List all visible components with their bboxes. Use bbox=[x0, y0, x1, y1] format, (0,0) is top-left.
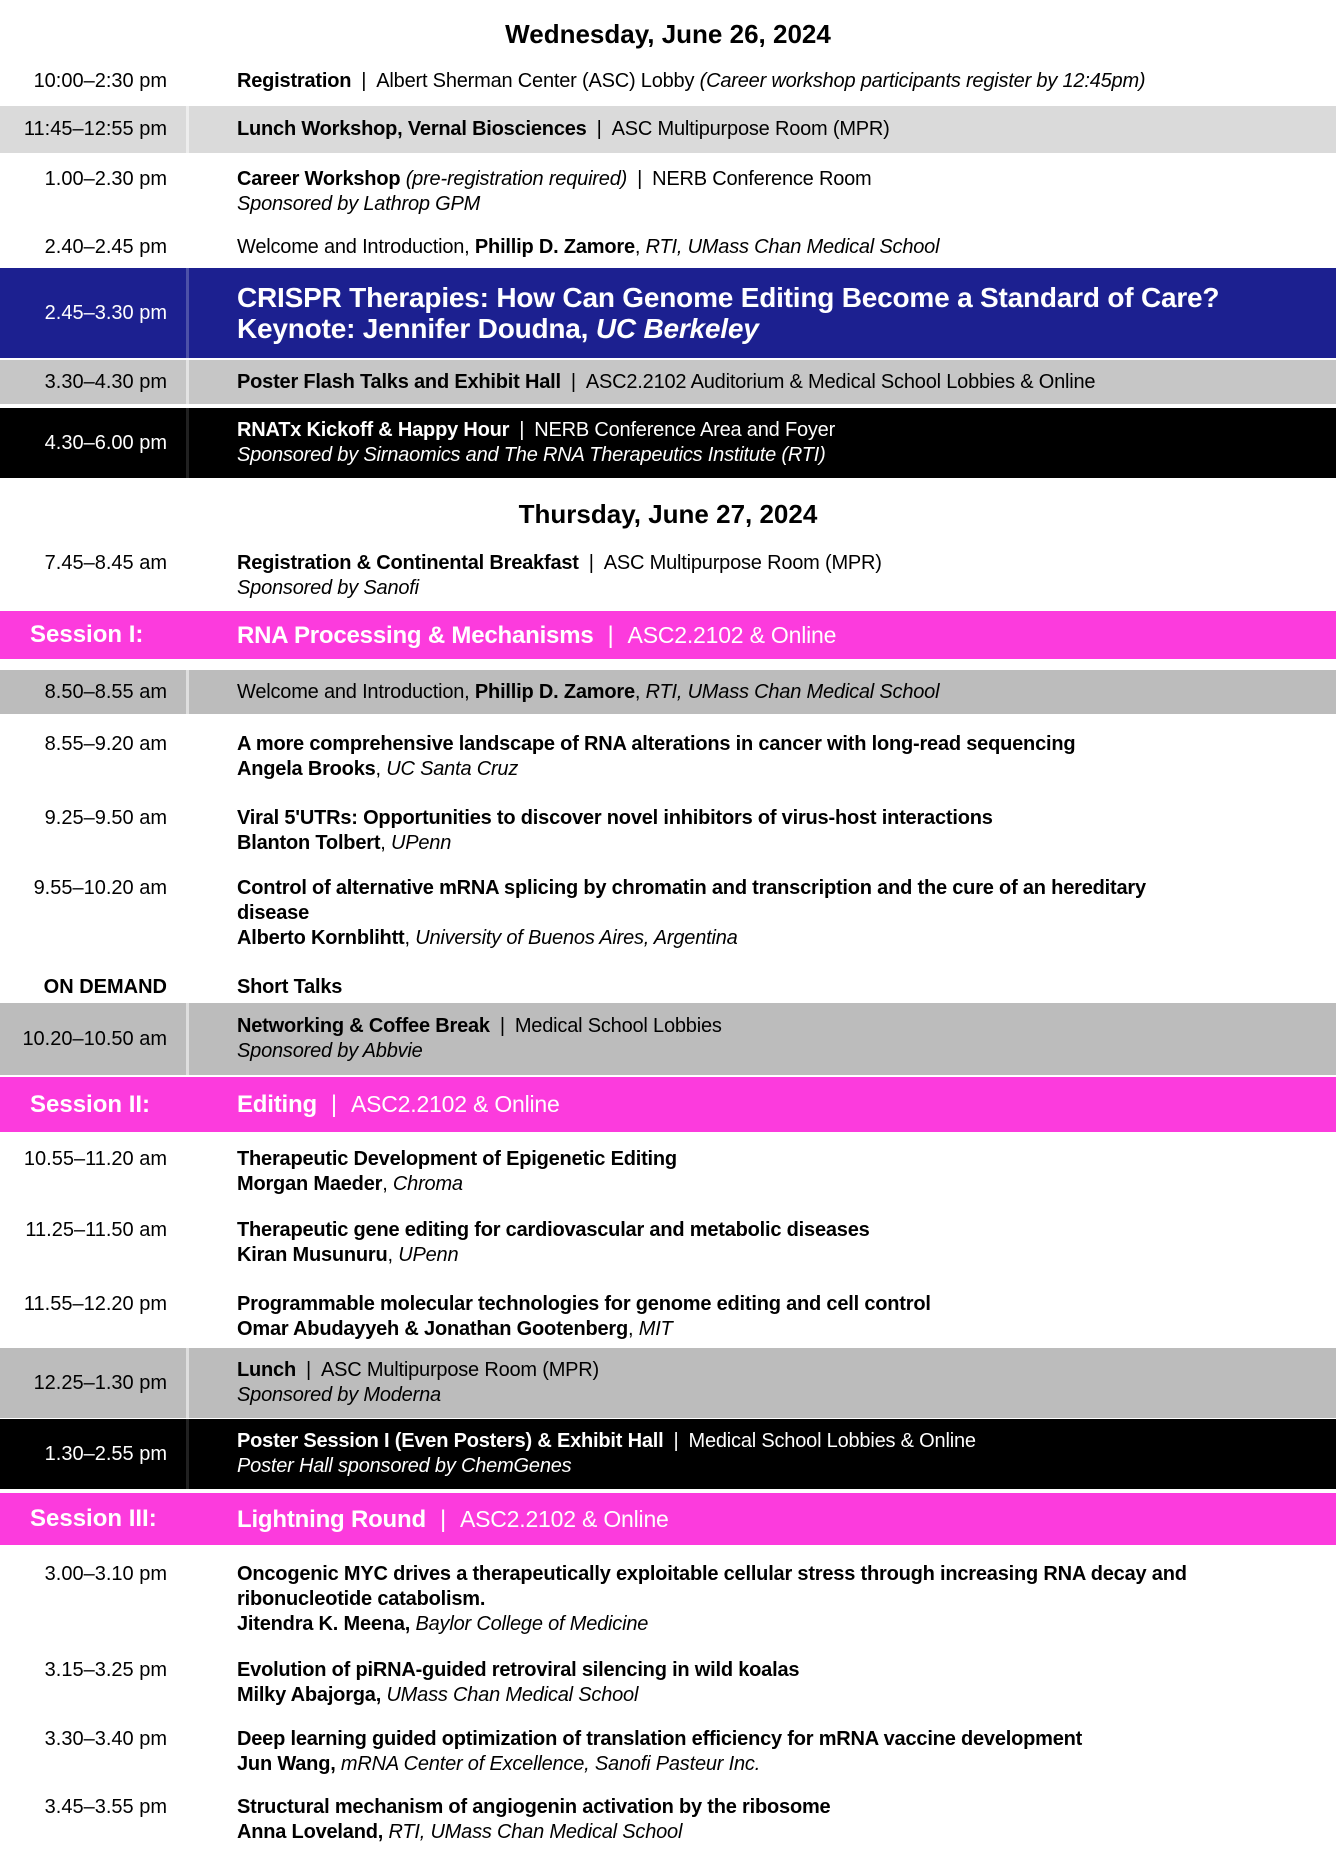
schedule-row bbox=[0, 670, 1336, 714]
event-content bbox=[187, 551, 1336, 601]
event-line bbox=[237, 1039, 1320, 1064]
text-segment: Morgan Maeder bbox=[237, 1173, 383, 1195]
time-cell: 12.25–1.30 pm bbox=[33, 1371, 167, 1394]
text-segment: ASC2.2102 & Online bbox=[350, 1091, 560, 1117]
text-segment: ASC Multipurpose Room (MPR) bbox=[611, 118, 890, 140]
schedule-row bbox=[0, 360, 1336, 404]
text-segment: Registration bbox=[237, 70, 352, 92]
text-segment: Sponsored by Moderna bbox=[237, 1384, 441, 1406]
time-cell: 10:00–2:30 pm bbox=[33, 70, 167, 92]
event-line bbox=[237, 806, 1320, 831]
separator-pipe: | bbox=[588, 552, 594, 574]
session-title bbox=[187, 1505, 1336, 1534]
schedule-row bbox=[0, 1292, 1336, 1342]
text-segment: Alberto Kornblihtt bbox=[237, 927, 405, 949]
session-label: Session II: bbox=[30, 1090, 151, 1118]
text-segment: Poster Hall sponsored by ChemGenes bbox=[237, 1455, 572, 1477]
event-line bbox=[237, 418, 1320, 443]
text-segment: RTI, UMass Chan Medical School bbox=[388, 1821, 683, 1843]
event-line bbox=[237, 1454, 1320, 1479]
event-content bbox=[187, 876, 1336, 951]
text-segment: A more comprehensive landscape of RNA alterations in cancer with long-read sequencing bbox=[237, 733, 1076, 755]
event-line bbox=[237, 1014, 1320, 1039]
event-line bbox=[237, 576, 1320, 601]
event-line bbox=[237, 680, 1320, 705]
text-segment: NERB Conference Room bbox=[652, 168, 872, 190]
text-segment: UPenn bbox=[398, 1244, 459, 1266]
event-content bbox=[187, 1658, 1336, 1708]
schedule-row bbox=[0, 1795, 1336, 1845]
schedule-row bbox=[0, 408, 1336, 478]
column-divider bbox=[186, 360, 189, 404]
text-segment: Blanton Tolbert bbox=[237, 832, 381, 854]
event-content bbox=[187, 1562, 1336, 1637]
session-title bbox=[187, 1090, 1336, 1119]
text-segment: Medical School Lobbies & Online bbox=[688, 1430, 976, 1452]
schedule-row bbox=[0, 806, 1336, 856]
schedule-row bbox=[0, 1562, 1336, 1637]
event-content bbox=[187, 1358, 1336, 1408]
separator-pipe: | bbox=[637, 168, 643, 190]
event-line bbox=[237, 1795, 1320, 1820]
event-line bbox=[237, 1243, 1320, 1268]
event-line bbox=[237, 926, 1320, 951]
event-line bbox=[237, 1683, 1320, 1708]
text-segment: University of Buenos Aires, Argentina bbox=[415, 927, 738, 949]
text-segment: , bbox=[634, 236, 646, 258]
text-segment: mRNA Center of Excellence, Sanofi Pasteur Inc. bbox=[340, 1753, 761, 1775]
text-segment: Career Workshop bbox=[237, 168, 406, 190]
text-segment: ASC Multipurpose Room (MPR) bbox=[603, 552, 882, 574]
text-segment: , bbox=[375, 758, 387, 780]
text-segment: RTI, UMass Chan Medical School bbox=[645, 236, 940, 258]
text-segment: Poster Session I (Even Posters) & Exhibit Hall bbox=[237, 1430, 664, 1452]
event-content bbox=[187, 1727, 1336, 1777]
day-header: Wednesday, June 26, 2024 bbox=[505, 19, 831, 49]
time-cell: 7.45–8.45 am bbox=[44, 552, 167, 574]
text-segment: Viral 5'UTRs: Opportunities to discover novel inhibitors of virus-host interactions bbox=[237, 807, 993, 829]
event-line bbox=[237, 1429, 1320, 1454]
schedule-row bbox=[0, 1218, 1336, 1268]
event-line bbox=[237, 876, 1320, 901]
time-cell: 9.55–10.20 am bbox=[33, 877, 167, 899]
text-segment: UMass Chan Medical School bbox=[386, 1684, 639, 1706]
schedule-row bbox=[0, 268, 1336, 358]
text-segment: Baylor College of Medicine bbox=[415, 1613, 649, 1635]
text-segment: ASC2.2102 Auditorium & Medical School Lobbies & Online bbox=[585, 370, 1096, 393]
text-segment: Structural mechanism of angiogenin activation by the ribosome bbox=[237, 1796, 831, 1818]
schedule-row bbox=[0, 1003, 1336, 1075]
column-divider bbox=[186, 408, 189, 478]
text-segment: RNA Processing & Mechanisms bbox=[237, 621, 594, 649]
event-content bbox=[187, 370, 1336, 395]
schedule-row bbox=[0, 1658, 1336, 1708]
event-line bbox=[237, 901, 1320, 926]
day-header: Thursday, June 27, 2024 bbox=[518, 499, 818, 529]
time-cell: 3.30–4.30 pm bbox=[44, 370, 167, 393]
schedule-row bbox=[0, 167, 1336, 217]
time-cell: 1.30–2.55 pm bbox=[44, 1442, 167, 1465]
text-segment: disease bbox=[237, 902, 309, 924]
time-cell: 11.55–12.20 pm bbox=[23, 1293, 167, 1315]
event-content bbox=[187, 418, 1336, 468]
text-segment: Welcome and Introduction, bbox=[237, 236, 475, 258]
event-content bbox=[187, 1429, 1336, 1479]
separator-pipe: | bbox=[673, 1430, 679, 1452]
text-segment: Poster Flash Talks and Exhibit Hall bbox=[237, 370, 561, 393]
text-segment: UPenn bbox=[391, 832, 452, 854]
text-segment: ASC2.2102 & Online bbox=[627, 621, 837, 648]
separator-pipe: | bbox=[596, 118, 602, 140]
text-segment: MIT bbox=[638, 1318, 673, 1340]
text-segment: , bbox=[634, 680, 646, 703]
event-line bbox=[237, 1292, 1320, 1317]
text-segment: Kiran Musunuru bbox=[237, 1244, 388, 1266]
text-segment: UC Santa Cruz bbox=[386, 758, 519, 780]
text-segment: Phillip D. Zamore bbox=[474, 680, 635, 703]
event-line bbox=[237, 282, 1320, 313]
event-line bbox=[237, 1317, 1320, 1342]
text-segment: Keynote: Jennifer Doudna, bbox=[237, 313, 596, 344]
separator-pipe: | bbox=[570, 370, 576, 393]
schedule-row bbox=[0, 69, 1336, 94]
text-segment: Registration & Continental Breakfast bbox=[237, 552, 579, 574]
event-line bbox=[237, 1147, 1320, 1172]
event-line bbox=[237, 1562, 1320, 1587]
text-segment: ribonucleotide catabolism. bbox=[237, 1588, 486, 1610]
event-content bbox=[187, 235, 1336, 260]
text-segment: Networking & Coffee Break bbox=[237, 1015, 490, 1037]
time-cell: 2.45–3.30 pm bbox=[44, 301, 167, 324]
event-line bbox=[237, 1820, 1320, 1845]
schedule-row bbox=[0, 1348, 1336, 1418]
text-segment: Sponsored by Lathrop GPM bbox=[237, 193, 481, 215]
text-segment: Sponsored by Sanofi bbox=[237, 577, 419, 599]
text-segment: Anna Loveland, bbox=[237, 1821, 389, 1843]
text-segment: Angela Brooks bbox=[237, 758, 376, 780]
column-divider bbox=[186, 1419, 189, 1489]
time-cell: 11:45–12:55 pm bbox=[23, 118, 167, 140]
event-content bbox=[187, 1218, 1336, 1268]
schedule-row bbox=[0, 106, 1336, 153]
text-segment: UC Berkeley bbox=[595, 313, 759, 344]
text-segment: Chroma bbox=[392, 1173, 463, 1195]
text-segment: Phillip D. Zamore bbox=[474, 236, 635, 258]
text-segment: Jitendra K. Meena, bbox=[237, 1613, 416, 1635]
event-content bbox=[187, 732, 1336, 782]
time-cell: 1.00–2.30 pm bbox=[44, 168, 167, 190]
column-divider bbox=[186, 268, 189, 358]
text-segment: Therapeutic gene editing for cardiovascular and metabolic diseases bbox=[237, 1219, 870, 1241]
event-line bbox=[237, 1172, 1320, 1197]
event-content bbox=[187, 117, 1336, 142]
session-bar bbox=[0, 611, 1336, 659]
schedule-row bbox=[0, 1419, 1336, 1489]
event-line bbox=[237, 1587, 1320, 1612]
time-cell: 10.20–10.50 am bbox=[22, 1027, 167, 1050]
event-line bbox=[237, 1218, 1320, 1243]
schedule-row bbox=[0, 1147, 1336, 1197]
text-segment: Omar Abudayyeh & Jonathan Gootenberg bbox=[237, 1318, 629, 1340]
event-line bbox=[237, 313, 1320, 344]
text-segment: Evolution of piRNA-guided retroviral silencing in wild koalas bbox=[237, 1659, 800, 1681]
text-segment: Sponsored by Abbvie bbox=[237, 1040, 423, 1062]
event-line bbox=[237, 1383, 1320, 1408]
column-divider bbox=[186, 1003, 189, 1075]
text-segment: Albert Sherman Center (ASC) Lobby bbox=[376, 70, 700, 92]
separator-pipe: | bbox=[330, 1091, 337, 1118]
event-line bbox=[237, 757, 1320, 782]
event-content bbox=[187, 680, 1336, 705]
separator-pipe: | bbox=[499, 1015, 505, 1037]
event-line bbox=[237, 192, 1320, 217]
schedule-row bbox=[0, 1727, 1336, 1777]
event-line bbox=[237, 1358, 1320, 1383]
event-line bbox=[237, 1612, 1320, 1637]
time-cell: 2.40–2.45 pm bbox=[44, 236, 167, 258]
text-segment: Medical School Lobbies bbox=[514, 1015, 722, 1037]
text-segment: Lightning Round bbox=[237, 1505, 426, 1533]
event-line bbox=[237, 551, 1320, 576]
session-bar bbox=[0, 1493, 1336, 1545]
text-segment: , bbox=[628, 1318, 639, 1340]
event-content bbox=[187, 1147, 1336, 1197]
event-line bbox=[237, 975, 1320, 1000]
text-segment: Short Talks bbox=[237, 976, 343, 998]
schedule-row bbox=[0, 235, 1336, 260]
event-line bbox=[237, 167, 1320, 192]
time-cell: 10.55–11.20 am bbox=[23, 1148, 167, 1170]
text-segment: , bbox=[387, 1244, 399, 1266]
text-segment: Editing bbox=[237, 1091, 317, 1118]
schedule-row bbox=[0, 732, 1336, 782]
event-content bbox=[187, 1014, 1336, 1064]
column-divider bbox=[186, 106, 189, 153]
text-segment: RTI, UMass Chan Medical School bbox=[645, 680, 940, 703]
text-segment: Lunch bbox=[237, 1359, 296, 1381]
text-segment: Lunch Workshop, Vernal Biosciences bbox=[237, 118, 587, 140]
text-segment: , bbox=[380, 832, 391, 854]
column-divider bbox=[186, 670, 189, 714]
event-line bbox=[237, 370, 1320, 395]
event-content bbox=[187, 282, 1336, 344]
text-segment: ASC2.2102 & Online bbox=[459, 1505, 669, 1532]
time-cell: ON DEMAND bbox=[43, 976, 167, 998]
event-line bbox=[237, 732, 1320, 757]
time-cell: 3.00–3.10 pm bbox=[44, 1563, 167, 1585]
event-line bbox=[237, 1727, 1320, 1752]
event-content bbox=[187, 806, 1336, 856]
text-segment: Deep learning guided optimization of translation efficiency for mRNA vaccine development bbox=[237, 1728, 1083, 1750]
text-segment: ASC Multipurpose Room (MPR) bbox=[321, 1359, 600, 1381]
event-content bbox=[187, 1292, 1336, 1342]
text-segment: Control of alternative mRNA splicing by chromatin and transcription and the cure of an hereditary bbox=[237, 877, 1146, 899]
text-segment: Oncogenic MYC drives a therapeutically exploitable cellular stress through increasing RNA decay and bbox=[237, 1563, 1187, 1585]
time-cell: 3.15–3.25 pm bbox=[44, 1659, 167, 1681]
text-segment: (Career workshop participants register by 12:45pm) bbox=[699, 70, 1146, 92]
text-segment: CRISPR Therapies: How Can Genome Editing Become a Standard of Care? bbox=[237, 282, 1220, 313]
time-cell: 8.50–8.55 am bbox=[44, 680, 167, 703]
event-content bbox=[187, 1795, 1336, 1845]
text-segment: Therapeutic Development of Epigenetic Editing bbox=[237, 1148, 677, 1170]
schedule-row bbox=[0, 551, 1336, 601]
session-title bbox=[187, 621, 1336, 650]
time-cell: 9.25–9.50 am bbox=[44, 807, 167, 829]
time-cell: 3.45–3.55 pm bbox=[44, 1796, 167, 1818]
text-segment: Sponsored by Sirnaomics and The RNA Therapeutics Institute (RTI) bbox=[237, 444, 826, 466]
event-line bbox=[237, 1658, 1320, 1683]
schedule-row bbox=[0, 876, 1336, 951]
schedule-row bbox=[0, 975, 1336, 1000]
separator-pipe: | bbox=[607, 621, 614, 649]
separator-pipe: | bbox=[519, 419, 525, 441]
event-line bbox=[237, 831, 1320, 856]
event-line bbox=[237, 1752, 1320, 1777]
event-line bbox=[237, 443, 1320, 468]
column-divider bbox=[186, 1348, 189, 1418]
event-line bbox=[237, 69, 1320, 94]
text-segment: Jun Wang, bbox=[237, 1753, 341, 1775]
text-segment: , bbox=[404, 927, 416, 949]
text-segment: Welcome and Introduction, bbox=[237, 680, 475, 703]
text-segment: Programmable molecular technologies for genome editing and cell control bbox=[237, 1293, 931, 1315]
text-segment: Milky Abajorga, bbox=[237, 1684, 387, 1706]
session-label: Session I: bbox=[30, 621, 144, 648]
text-segment: , bbox=[382, 1173, 393, 1195]
separator-pipe: | bbox=[306, 1359, 311, 1381]
time-cell: 4.30–6.00 pm bbox=[44, 431, 167, 454]
separator-pipe: | bbox=[439, 1505, 446, 1533]
text-segment: (pre-registration required) bbox=[405, 168, 628, 190]
event-line bbox=[237, 235, 1320, 260]
event-content bbox=[187, 975, 1336, 1000]
session-bar bbox=[0, 1077, 1336, 1132]
event-content bbox=[187, 167, 1336, 217]
text-segment: RNATx Kickoff & Happy Hour bbox=[237, 419, 510, 441]
session-label: Session III: bbox=[30, 1505, 157, 1532]
text-segment: NERB Conference Area and Foyer bbox=[534, 419, 836, 441]
time-cell: 11.25–11.50 am bbox=[25, 1219, 167, 1241]
separator-pipe: | bbox=[361, 70, 367, 92]
time-cell: 3.30–3.40 pm bbox=[44, 1728, 167, 1750]
event-content bbox=[187, 69, 1336, 94]
time-cell: 8.55–9.20 am bbox=[44, 733, 167, 755]
event-line bbox=[237, 117, 1320, 142]
